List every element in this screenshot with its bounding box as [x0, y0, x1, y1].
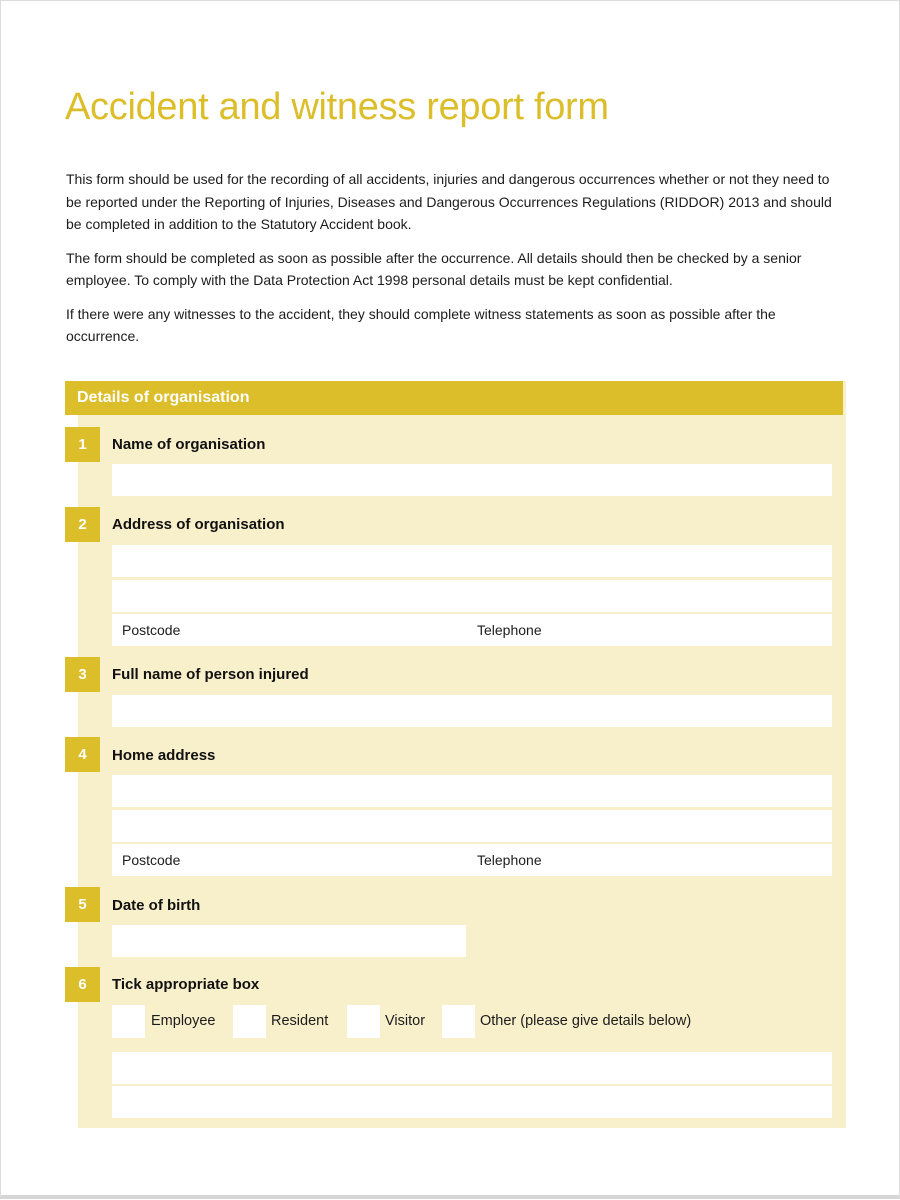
- organisation-telephone-input[interactable]: [557, 614, 826, 648]
- home-telephone-input[interactable]: [557, 844, 826, 878]
- intro-text: [66, 168, 836, 359]
- question-label-injured-name: Full name of person injured: [112, 666, 309, 683]
- other-details-line-2-input[interactable]: [112, 1086, 832, 1118]
- injured-person-name-input[interactable]: [112, 695, 832, 727]
- telephone-label: Telephone: [477, 852, 542, 868]
- visitor-checkbox[interactable]: [347, 1005, 380, 1038]
- home-address-line-1-input[interactable]: [112, 775, 832, 807]
- page-title: Accident and witness report form: [65, 86, 609, 128]
- question-number-5: 5: [65, 887, 100, 922]
- question-number-2: 2: [65, 507, 100, 542]
- question-number-4: 4: [65, 737, 100, 772]
- employee-checkbox[interactable]: [112, 1005, 145, 1038]
- organisation-address-line-1-input[interactable]: [112, 545, 832, 577]
- employee-label: Employee: [151, 1013, 216, 1029]
- question-number-3: 3: [65, 657, 100, 692]
- section-header: Details of organisation: [65, 381, 843, 415]
- question-label-date-of-birth: Date of birth: [112, 897, 201, 914]
- postcode-label: Postcode: [122, 852, 181, 868]
- telephone-label: Telephone: [477, 622, 542, 638]
- other-checkbox[interactable]: [442, 1005, 475, 1038]
- question-number-1: 1: [65, 427, 100, 462]
- question-label-organisation-name: Name of organisation: [112, 436, 266, 453]
- date-of-birth-input[interactable]: [112, 925, 466, 957]
- home-address-line-2-input[interactable]: [112, 810, 832, 842]
- organisation-postcode-input[interactable]: [192, 614, 466, 648]
- question-label-tick-box: Tick appropriate box: [112, 976, 260, 993]
- organisation-name-input[interactable]: [112, 464, 832, 496]
- intro-paragraph-2: The form should be completed as soon as possible after the occurrence. All details should then be checked by a senior employee. To comply with the Data Protection Act 1998 personal details must be kept confidential.: [66, 249, 802, 288]
- visitor-label: Visitor: [385, 1013, 426, 1029]
- other-details-line-1-input[interactable]: [112, 1052, 832, 1084]
- home-postcode-input[interactable]: [192, 844, 466, 878]
- postcode-label: Postcode: [122, 622, 181, 638]
- question-label-home-address: Home address: [112, 747, 216, 764]
- resident-label: Resident: [271, 1013, 329, 1029]
- home-postcode-telephone-row: [112, 844, 832, 876]
- organisation-postcode-telephone-row: [112, 614, 832, 646]
- other-label: Other (please give details below): [480, 1013, 692, 1029]
- question-number-6: 6: [65, 967, 100, 1002]
- question-label-organisation-address: Address of organisation: [112, 516, 285, 533]
- intro-paragraph-3: If there were any witnesses to the accident, they should complete witness statements as soon as possible after the occurrence.: [66, 305, 776, 344]
- resident-checkbox[interactable]: [233, 1005, 266, 1038]
- organisation-address-line-2-input[interactable]: [112, 580, 832, 612]
- intro-paragraph-1: This form should be used for the recording of all accidents, injuries and dangerous occurrences whether or not they need to be reported under the Reporting of Injuries, Diseases and Dangerous Occurrences Regulations (RIDDOR) 2013 and should be completed in addition to the Statutory Accident book.: [66, 171, 832, 232]
